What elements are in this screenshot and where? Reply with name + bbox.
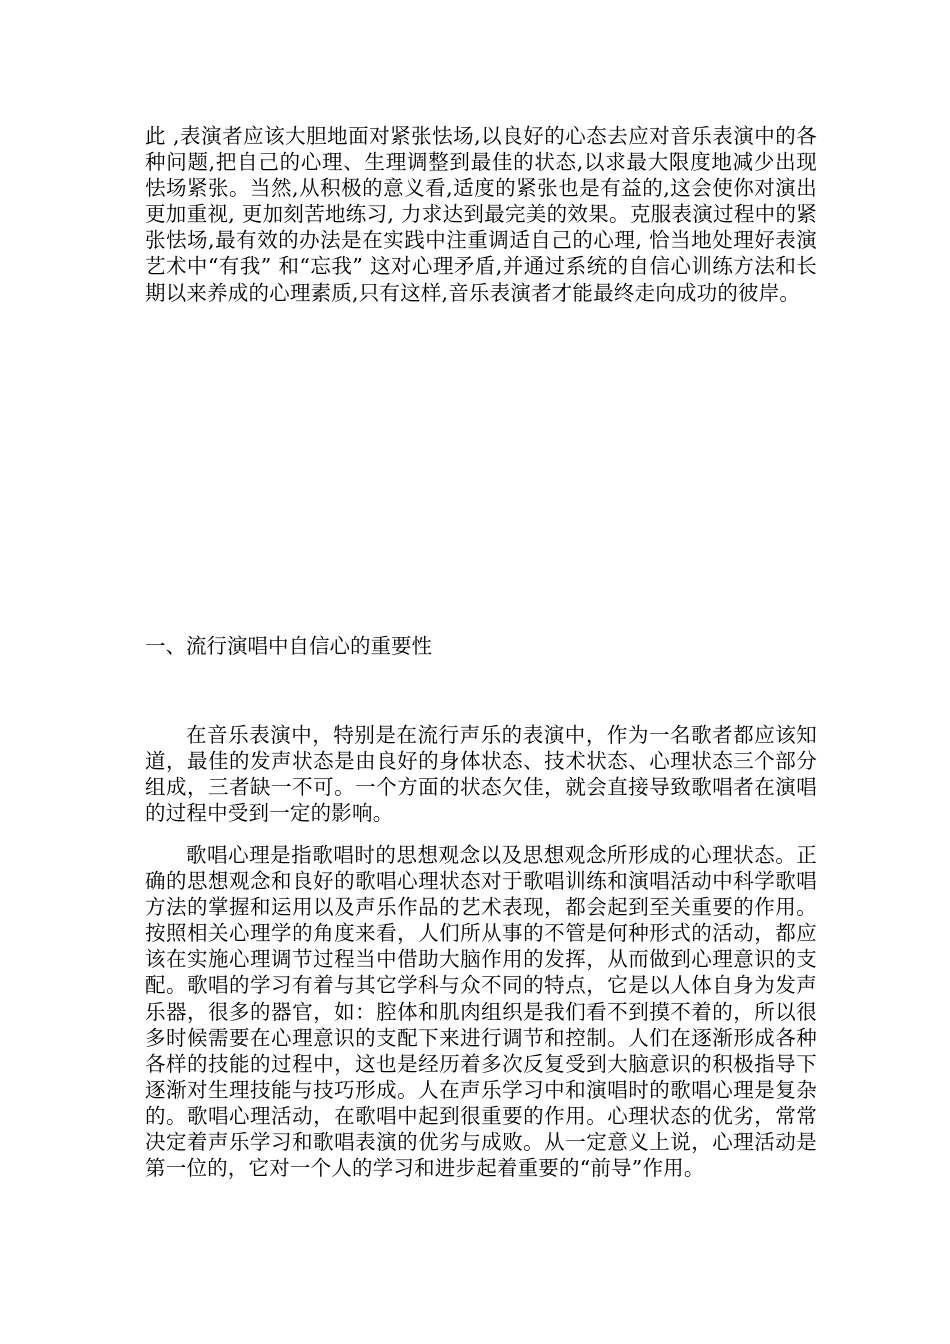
body-paragraph-1: 在音乐表演中，特别是在流行声乐的表演中，作为一名歌者都应该知道，最佳的发声状态是由良好的身体状态、技术状态、心理状态三个部分组成，三者缺一不可。一个方面的状态欠佳，就会直接导致歌唱者在演唱的过程中受到一定的影响。	[145, 723, 817, 826]
section-heading: 一、流行演唱中自信心的重要性	[145, 634, 432, 658]
continuation-paragraph: 此 ,表演者应该大胆地面对紧张怯场,以良好的心态去应对音乐表演中的各种问题,把自己的心理、生理调整到最佳的状态,以求最大限度地减少出现怯场紧张。当然,从积极的意义看,适度的紧张也是有益的,这会使你对演出更加重视, 更加刻苦地练习, 力求达到最完美的效果。克服表演过程中的紧张怯场,最有效的办法是在实践中注重调适自己的心理, 恰当地处理好表演艺术中“有我” 和“忘我” 这对心理矛盾,并通过系统的自信心训练方法和长期以来养成的心理素质,只有这样,音乐表演者才能最终走向成功的彼岸。	[145, 124, 817, 305]
body-paragraph-2: 歌唱心理是指歌唱时的思想观念以及思想观念所形成的心理状态。正确的思想观念和良好的歌唱心理状态对于歌唱训练和演唱活动中科学歌唱方法的掌握和运用以及声乐作品的艺术表现，都会起到至关重要的作用。按照相关心理学的角度来看，人们所从事的不管是何种形式的活动，都应该在实施心理调节过程当中借助大脑作用的发挥，从而做到心理意识的支配。歌唱的学习有着与其它学科与众不同的特点，它是以人体自身为发声乐器，很多的器官，如：腔体和肌肉组织是我们看不到摸不着的，所以很多时候需要在心理意识的支配下来进行调节和控制。人们在逐渐形成各种各样的技能的过程中，这也是经历着多次反复受到大脑意识的积极指导下逐渐对生理技能与技巧形成。人在声乐学习中和演唱时的歌唱心理是复杂的。歌唱心理活动，在歌唱中起到很重要的作用。心理状态的优劣，常常决定着声乐学习和歌唱表演的优劣与成败。从一定意义上说，心理活动是第一位的，它对一个人的学习和进步起着重要的“前导”作用。	[145, 843, 817, 1181]
